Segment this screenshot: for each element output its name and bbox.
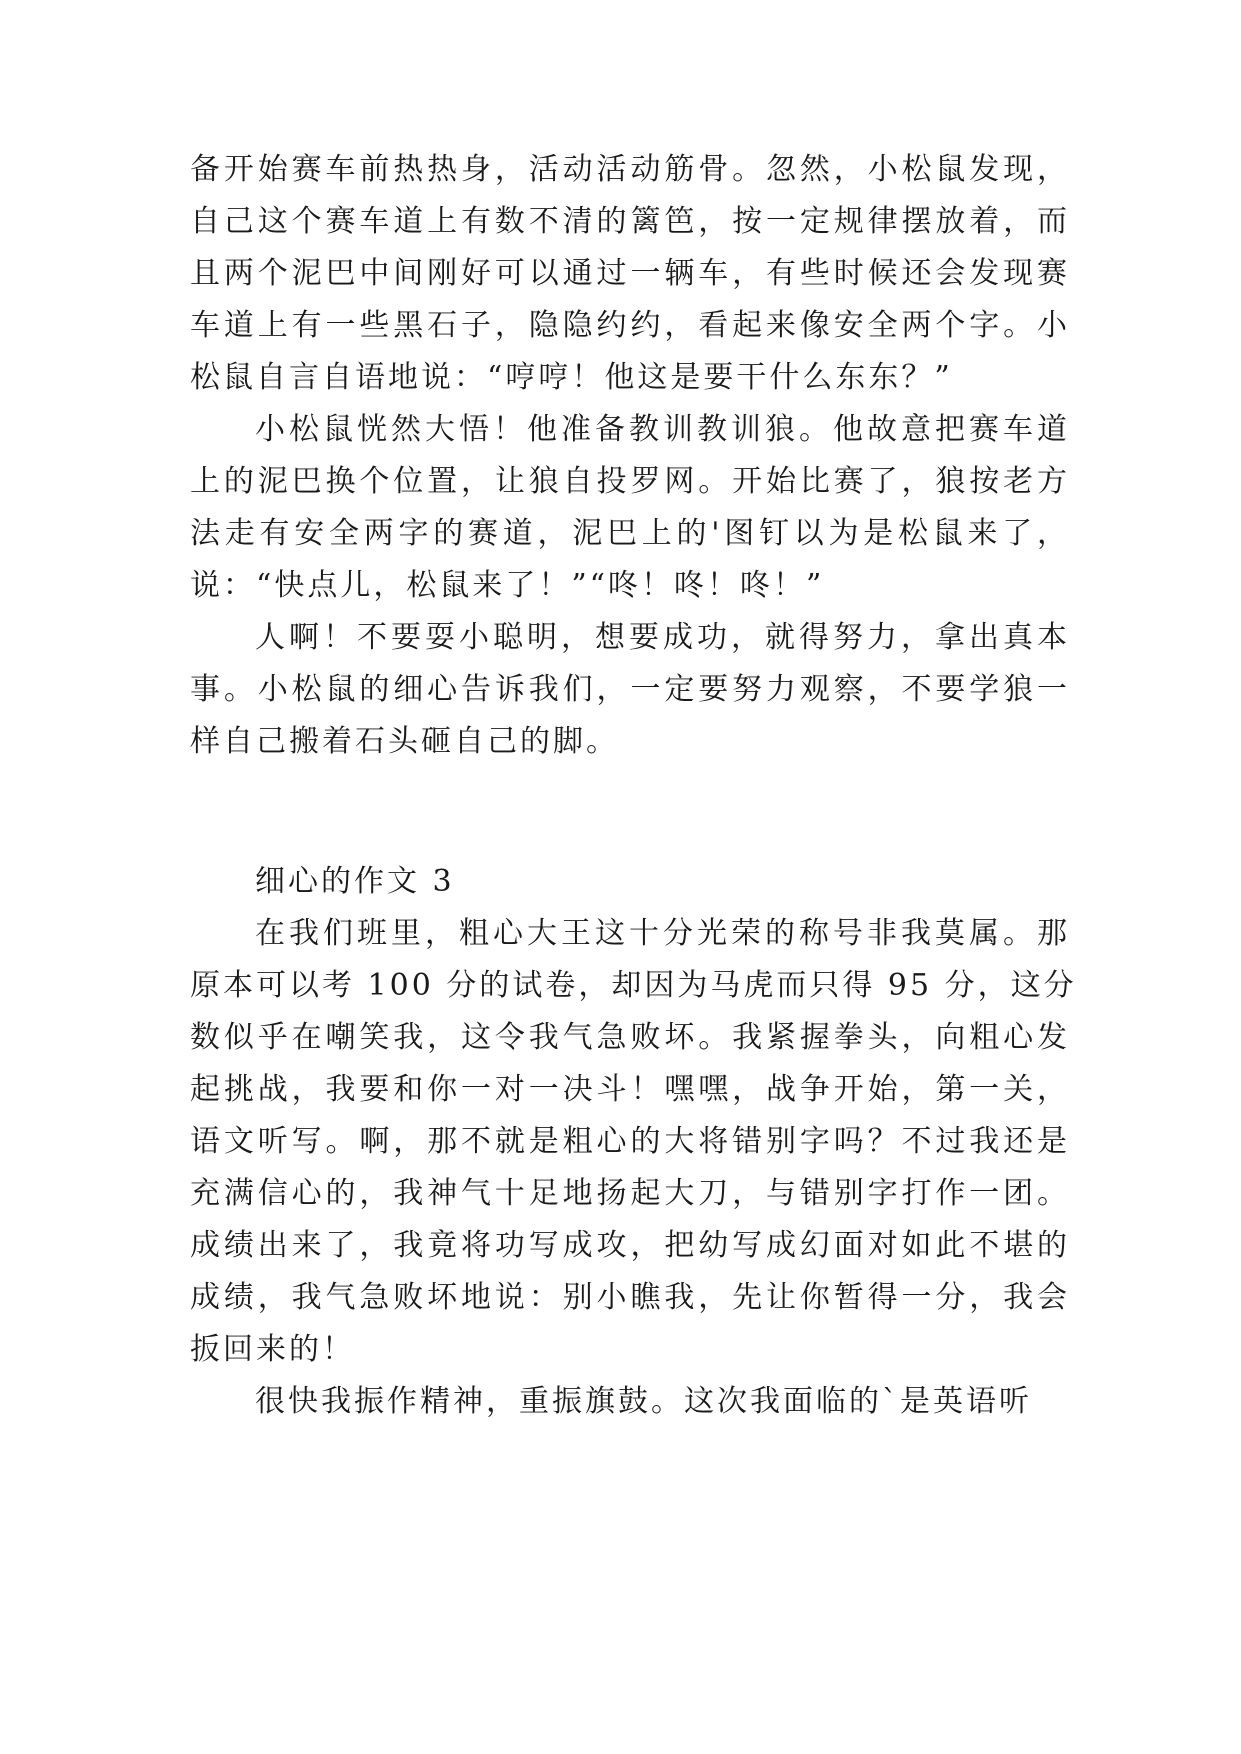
text-line: 且两个泥巴中间刚好可以通过一辆车，有些时候还会发现赛 [190,256,1070,291]
text-line: 样自己搬着石头砸自己的脚。 [190,724,619,759]
text-line: 在我们班里，粗心大王这十分光荣的称号非我莫属。那 [255,916,1070,951]
text-line: 事。小松鼠的细心告诉我们，一定要努力观察，不要学狼一 [190,672,1070,707]
text-line: 成绩出来了，我竟将功写成攻，把幼写成幻面对如此不堪的 [190,1228,1070,1263]
text-line: 松鼠自言自语地说：“哼哼！他这是要干什么东东？” [190,360,953,395]
text-line: 数似乎在嘲笑我，这令我气急败坏。我紧握拳头，向粗心发 [190,1020,1070,1055]
text-line: 法走有安全两字的赛道，泥巴上的'图钉以为是松鼠来了， [190,516,1070,551]
text-line: 自己这个赛车道上有数不清的篱笆，按一定规律摆放着，而 [190,204,1070,239]
text-line: 说：“快点儿，松鼠来了！”“咚！咚！咚！” [190,568,825,603]
text-line: 成绩，我气急败坏地说：别小瞧我，先让你暂得一分，我会 [190,1280,1070,1315]
text-line: 上的泥巴换个位置，让狼自投罗网。开始比赛了，狼按老方 [190,464,1070,499]
text-line: 备开始赛车前热热身，活动活动筋骨。忽然，小松鼠发现， [190,152,1070,187]
text-line: 车道上有一些黑石子，隐隐约约，看起来像安全两个字。小 [190,308,1070,343]
text-line: 原本可以考 100 分的试卷，却因为马虎而只得 95 分，这分 [190,968,1077,1003]
section-heading: 细心的作文 3 [255,864,455,899]
text-line: 充满信心的，我神气十足地扬起大刀，与错别字打作一团。 [190,1176,1070,1211]
text-line: 很快我振作精神，重振旗鼓。这次我面临的`是英语听 [255,1384,1032,1419]
text-line: 扳回来的！ [190,1332,355,1367]
text-line: 起挑战，我要和你一对一决斗！嘿嘿，战争开始，第一关， [190,1072,1070,1107]
text-line: 小松鼠恍然大悟！他准备教训教训狼。他故意把赛车道 [255,412,1070,447]
text-line: 语文听写。啊，那不就是粗心的大将错别字吗？不过我还是 [190,1124,1070,1159]
text-line: 人啊！不要耍小聪明，想要成功，就得努力，拿出真本 [255,620,1070,655]
